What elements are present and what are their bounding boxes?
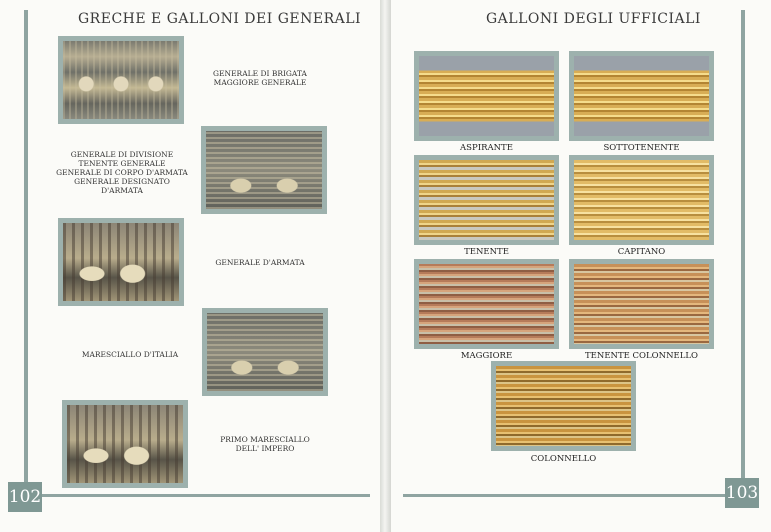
left-vertical-rule bbox=[24, 10, 28, 500]
caption-generale-divisione: GENERALE DI DIVISIONE TENENTE GENERALE GENERALE DI CORPO D'ARMATA GENERALE DESIGNATO D'ARMATA bbox=[56, 150, 188, 195]
primo-maresciallo-photo bbox=[62, 400, 188, 488]
caption-primo-maresciallo: PRIMO MARESCIALLO DELL' IMPERO bbox=[220, 435, 310, 453]
left-page bbox=[0, 0, 380, 532]
colonnello-photo bbox=[491, 361, 636, 451]
book-gutter bbox=[380, 0, 391, 532]
aspirante-photo bbox=[414, 51, 559, 141]
general-divisione-photo bbox=[201, 126, 327, 214]
caption-sottotenente: SOTTOTENENTE bbox=[603, 143, 680, 153]
right-horizontal-rule bbox=[403, 494, 726, 497]
caption-tenente-colonnello: TENENTE COLONNELLO bbox=[585, 351, 698, 361]
left-page-number: 102 bbox=[8, 482, 42, 512]
tenente-photo bbox=[414, 155, 559, 245]
caption-colonnello: COLONNELLO bbox=[530, 454, 597, 464]
maresciallo-italia-photo bbox=[202, 308, 328, 396]
left-horizontal-rule bbox=[40, 494, 370, 497]
generale-armata-photo bbox=[58, 218, 184, 306]
caption-generale-brigata: GENERALE DI BRIGATA MAGGIORE GENERALE bbox=[213, 69, 307, 87]
left-page-title: GRECHE E GALLONI DEI GENERALI bbox=[78, 11, 362, 27]
caption-tenente: TENENTE bbox=[464, 247, 509, 257]
tenente-colonnello-photo bbox=[569, 259, 714, 349]
sottotenente-photo bbox=[569, 51, 714, 141]
caption-maresciallo-italia: MARESCIALLO D'ITALIA bbox=[81, 350, 179, 359]
right-page bbox=[391, 0, 771, 532]
caption-generale-armata: GENERALE D'ARMATA bbox=[215, 258, 305, 267]
right-page-number: 103 bbox=[725, 478, 759, 508]
general-brigata-photo bbox=[58, 36, 184, 124]
caption-capitano: CAPITANO bbox=[617, 247, 666, 257]
caption-aspirante: ASPIRANTE bbox=[460, 143, 513, 153]
capitano-photo bbox=[569, 155, 714, 245]
maggiore-photo bbox=[414, 259, 559, 349]
right-vertical-rule bbox=[741, 10, 745, 500]
caption-maggiore: MAGGIORE bbox=[460, 351, 513, 361]
right-page-title: GALLONI DEGLI UFFICIALI bbox=[486, 11, 701, 27]
